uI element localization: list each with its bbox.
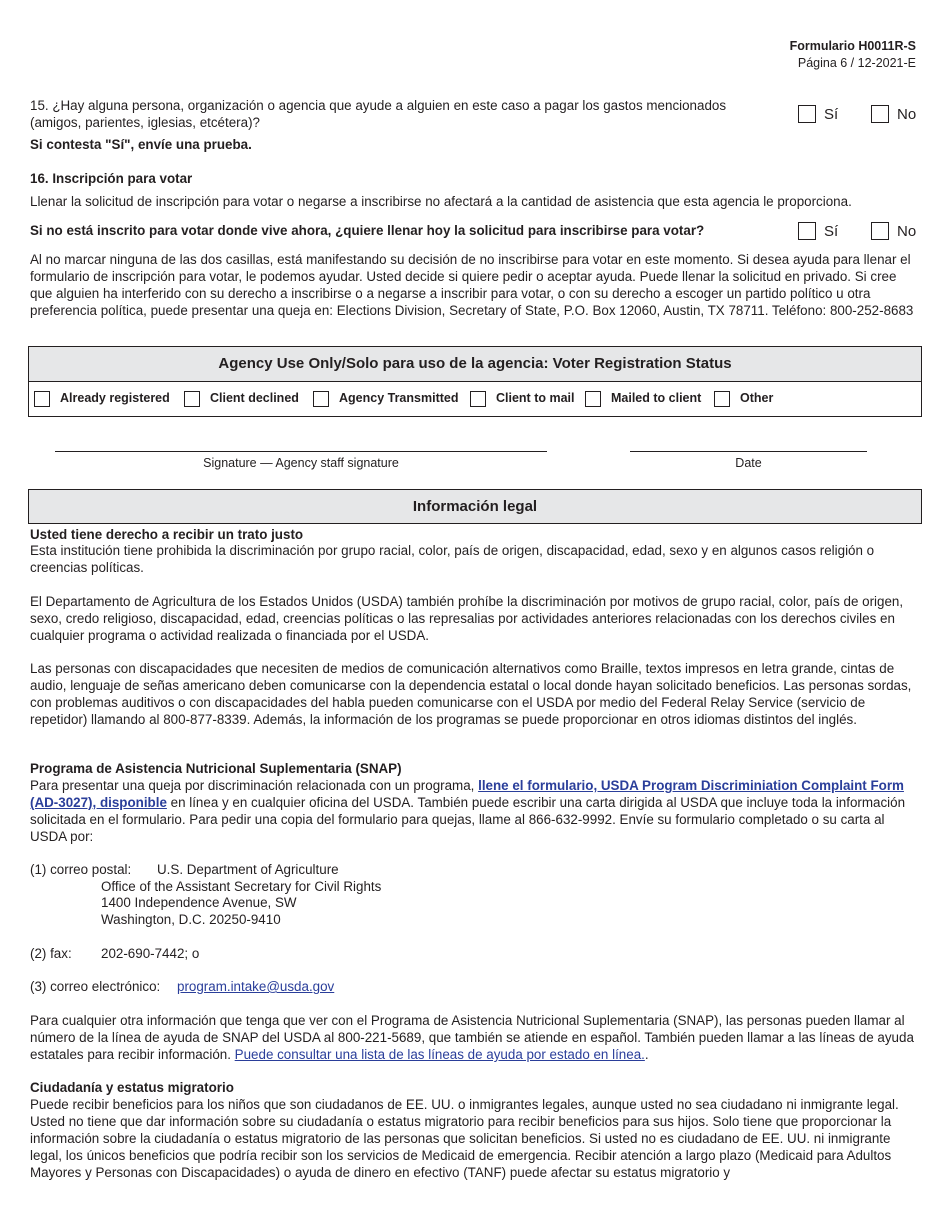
page-info: Página 6 / 12-2021-E	[797, 56, 916, 70]
status-option-client-declined[interactable]	[184, 390, 299, 407]
snap-p2-post: .	[644, 1047, 649, 1062]
form-id: Formulario H0011R-S	[789, 39, 916, 53]
staff-signature-caption: Signature — Agency staff signature	[203, 456, 399, 470]
q16-disclaimer: Al no marcar ninguna de las dos casillas, está manifestando su decisión de no inscribirse para votar en este momento. Si desea ayuda para llenar el formulario de inscripción para votar, le podemos ayudar. Usted decide si quiere pedir o aceptar ayuda. Puede llenar la solicitud en privado. Si cree que alguien ha interferido con su derecho a inscribirse o a negarse a inscribir para votar, o con su derecho a escoger un partido político u otra preferencia política, puede presentar una queja en: Elections Division, Secretary of State, P.O. Box 12060, Austin, TX 78711. Teléfono: 800-252-8683	[30, 252, 914, 318]
fair-treatment-p3: Las personas con discapacidades que necesiten de medios de comunicación alternativos como Braille, textos impresos en letra grande, cintas de audio, lenguaje de señas americano deben comunicarse con la dependencia estatal o local donde hayan solicitado beneficios. Las personas sordas, con problemas auditivos o con discapacidades del habla pueden comunicarse con el USDA por medio del Federal Relay Service (servicio de repetidor) llamando al 800-877-8339. Además, la información de los programas se puede proporcionar en otros idiomas distintos del inglés.	[30, 661, 912, 727]
agency-section-title: Agency Use Only/Solo para uso de la agencia: Voter Registration Status	[218, 355, 732, 372]
fax-label: (2) fax:	[30, 946, 72, 961]
q16-title: 16. Inscripción para votar	[30, 171, 193, 186]
q16-no-label: No	[897, 222, 917, 240]
q15-yes-label: Sí	[824, 105, 839, 123]
q16-intro: Llenar la solicitud de inscripción para votar o negarse a inscribirse no afectará a la cantidad de asistencia que esta agencia le proporciona.	[30, 194, 852, 209]
date-line[interactable]	[630, 451, 867, 452]
q16-no-checkbox[interactable]	[871, 222, 889, 240]
legal-section-title: Información legal	[412, 498, 538, 515]
snap-p1-pre: Para presentar una queja por discriminación relacionada con un programa,	[30, 778, 479, 793]
status-option-agency-transmitted[interactable]	[313, 390, 458, 407]
q15-question: 15. ¿Hay alguna persona, organización o agencia que ayude a alguien en este caso a pagar los gastos mencionados (amigos, parientes, iglesias, etcétera)?	[30, 98, 727, 130]
email-label: (3) correo electrónico:	[30, 979, 161, 994]
mail-line-4: Washington, D.C. 20250-9410	[101, 912, 281, 927]
status-option-label: Client declined	[210, 391, 299, 405]
snap-paragraph-1	[30, 777, 922, 845]
mail-line-3: 1400 Independence Avenue, SW	[101, 895, 297, 910]
status-checkbox[interactable]	[470, 391, 486, 407]
q16-yes-label: Sí	[824, 222, 839, 240]
agency-section-header	[28, 346, 922, 382]
q15-yes-option[interactable]	[798, 105, 838, 123]
status-option-label: Client to mail	[496, 391, 575, 405]
status-checkbox[interactable]	[34, 391, 50, 407]
complaint-form-link[interactable]: llene el formulario, USDA Program Discriminiation Complaint Form (AD-3027), disponible	[30, 778, 904, 810]
citizenship-title: Ciudadanía y estatus migratorio	[30, 1080, 234, 1095]
date-caption: Date	[735, 456, 762, 470]
status-option-label: Mailed to client	[611, 391, 702, 405]
q15-no-checkbox[interactable]	[871, 105, 889, 123]
fair-treatment-p2: El Departamento de Agricultura de los Estados Unidos (USDA) también prohíbe la discriminación por motivos de grupo racial, color, país de origen, sexo, credo religioso, discapacidad, edad, creencias políticas o las represalias por actividades anteriores relacionadas con los derechos civiles en cualquier programa o actividad realizada o financiada por el USDA.	[30, 594, 904, 643]
q16-question: Si no está inscrito para votar donde vive ahora, ¿quiere llenar hoy la solicitud para inscribirse para votar?	[30, 223, 705, 238]
staff-signature-line[interactable]	[55, 451, 547, 452]
mail-label: (1) correo postal:	[30, 862, 132, 877]
snap-paragraph-2	[30, 1012, 922, 1063]
status-checkbox[interactable]	[585, 391, 601, 407]
status-option-label: Agency Transmitted	[339, 391, 459, 405]
status-option-other[interactable]	[714, 390, 773, 407]
fair-treatment-p1: Esta institución tiene prohibida la discriminación por grupo racial, color, país de origen, discapacidad, edad, sexo y en algunos casos religión o creencias políticas.	[30, 543, 875, 575]
email-link[interactable]: program.intake@usda.gov	[177, 979, 335, 994]
snap-p2-pre: Para cualquier otra información que tenga que ver con el Programa de Asistencia Nutricional Suplementaria (SNAP), las personas pueden llamar al número de la línea de ayuda de SNAP del USDA al 800-221-5689, que también se atiende en español. También pueden llamar a las líneas de ayuda estatales para recibir información.	[30, 1013, 914, 1062]
mail-line-1: U.S. Department of Agriculture	[157, 862, 339, 877]
status-option-mailed-to-client[interactable]	[585, 390, 701, 407]
fair-treatment-title: Usted tiene derecho a recibir un trato justo	[30, 527, 304, 542]
q15-yes-checkbox[interactable]	[798, 105, 816, 123]
q16-yes-option[interactable]	[798, 222, 838, 240]
citizenship-paragraph: Puede recibir beneficios para los niños que son ciudadanos de EE. UU. o inmigrantes legales, aunque usted no sea ciudadano ni inmigrante legal. Usted no tiene que dar información sobre su ciudadanía o estatus migratorio para recibir beneficios para sus hijos. Solo tiene que proporcionar la información sobre la ciudadanía o estatus migratorio de las personas que solicitan beneficios. Si usted no es ciudadano de EE. UU. ni inmigrante legal, los únicos beneficios que podría recibir son los servicios de Medicaid de emergencia. Recibir atención a largo plazo (Medicaid para Adultos Mayores y Personas con Discapacidades) o ayuda de dinero en efectivo (TANF) puede afectar su estatus migratorio y	[30, 1097, 899, 1180]
status-option-already-registered[interactable]	[34, 390, 170, 407]
q16-yes-checkbox[interactable]	[798, 222, 816, 240]
status-option-label: Other	[740, 391, 774, 405]
status-checkbox[interactable]	[313, 391, 329, 407]
q15-no-label: No	[897, 105, 917, 123]
status-checkbox[interactable]	[714, 391, 730, 407]
mail-line-2: Office of the Assistant Secretary for Civil Rights	[101, 879, 382, 894]
status-option-label: Already registered	[60, 391, 170, 405]
snap-p1-post: en línea y en cualquier oficina del USDA. También puede escribir una carta dirigida al USDA que incluye toda la información solicitada en el formulario. Para pedir una copia del formulario para quejas, llame al 866-632-9992. Envíe su formulario completado o su carta al USDA por:	[30, 795, 906, 844]
q15-no-option[interactable]	[871, 105, 916, 123]
voter-status-options	[28, 381, 922, 417]
fax-value: 202-690-7442; o	[101, 946, 200, 961]
status-checkbox[interactable]	[184, 391, 200, 407]
legal-section-header	[28, 489, 922, 524]
status-option-client-to-mail[interactable]	[470, 390, 574, 407]
q15-note: Si contesta "Sí", envíe una prueba.	[30, 137, 252, 152]
helpline-list-link[interactable]: Puede consultar una lista de las líneas de ayuda por estado en línea.	[234, 1047, 645, 1062]
q16-no-option[interactable]	[871, 222, 916, 240]
snap-title: Programa de Asistencia Nutricional Suplementaria (SNAP)	[30, 761, 402, 776]
